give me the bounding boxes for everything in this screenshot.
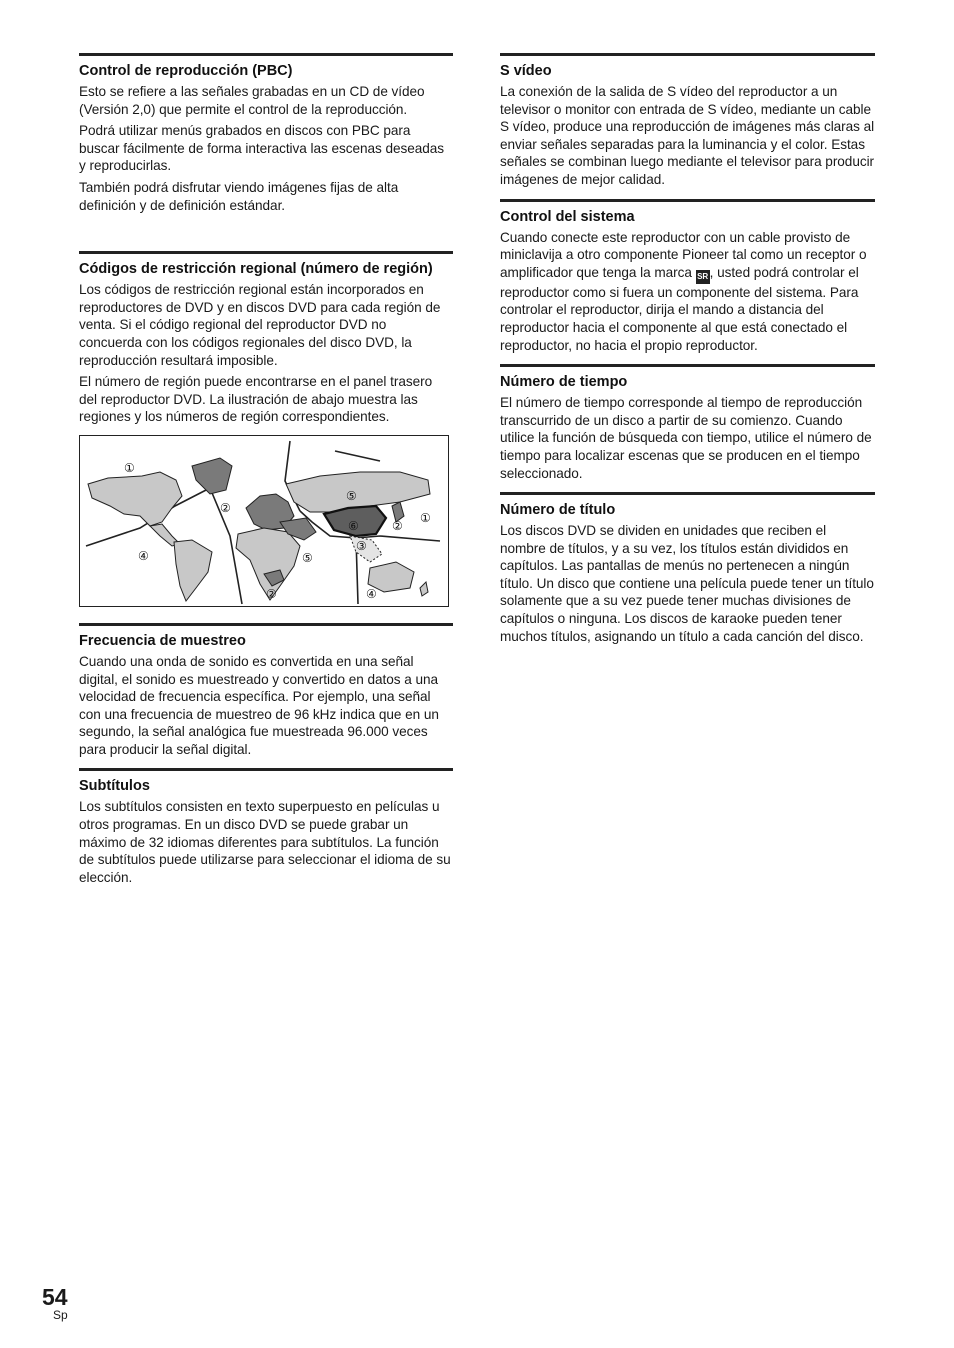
region-label-6-china: ⑥ <box>348 518 359 533</box>
page-language: Sp <box>53 1308 68 1322</box>
paragraph: Esto se refiere a las señales grabadas en un CD de vídeo (Versión 2,0) que permite el control de la reproducción. <box>79 84 425 117</box>
paragraph: También podrá disfrutar viendo imágenes fijas de alta definición y de definición estándar. <box>79 179 399 213</box>
section-title: S vídeo <box>500 63 552 79</box>
region-label-2-europe: ② <box>220 500 231 515</box>
region-map <box>79 435 449 607</box>
left-column <box>79 53 453 890</box>
sr-mark-icon: SR <box>696 270 710 284</box>
map-new-zealand <box>420 582 428 596</box>
section-title: Subtítulos <box>79 778 150 795</box>
right-column <box>500 53 875 649</box>
paragraph: El número de tiempo corresponde al tiempo de reproducción transcurrido de un disco a partir de su comienzo. Cuando utilice la función de búsqueda con tiempo, utilice el número de tiempo para localizar escenas que se producen en el tiempo seleccionado. <box>500 395 872 481</box>
region-label-2-south-africa: ② <box>266 586 277 601</box>
region-label-5-africa: ⑤ <box>302 550 313 565</box>
map-greenland <box>192 458 232 494</box>
section-title: Frecuencia de muestreo <box>79 632 246 649</box>
region-label-1-east: ① <box>420 510 431 525</box>
region-label-2-japan: ② <box>392 518 403 533</box>
map-north-america <box>88 472 182 526</box>
region-label-4-south-america: ④ <box>138 548 149 563</box>
section-title: Número de tiempo <box>500 374 628 391</box>
section-system-control <box>500 199 875 355</box>
section-title: Códigos de restricción regional (número de región) <box>79 261 433 278</box>
section-sampling-frequency <box>79 623 453 759</box>
paragraph: La conexión de la salida de S vídeo del reproductor a un televisor o monitor con entrada de S vídeo, mediante un cable S vídeo, produce una reproducción de imágenes más claras al enviar señales separadas para la luminancia y el color. Estas señales se combinan luego mediante el televisor para producir imágenes de mejor calidad. <box>500 84 875 187</box>
paragraph: Los subtítulos consisten en texto superpuesto en películas u otros programas. En un disco DVD se puede grabar un máximo de 32 idiomas diferentes para subtítulos. La función de subtítulos puede utilizarse para seleccionar el idioma de su elección. <box>79 799 451 885</box>
region-label-5-asia: ⑤ <box>346 488 357 503</box>
section-subtitles <box>79 768 453 886</box>
section-pbc <box>79 53 453 214</box>
section-title: Número de título <box>500 502 616 519</box>
section-title-number <box>500 492 875 645</box>
page-number: 54 <box>42 1284 68 1310</box>
paragraph-part: , usted podrá controlar el reproductor como si fuera un componente del sistema. Para controlar el reproductor, dirija el mando a distancia del reproductor hacia el componente al que está conectado el reproductor, no hacia el propio reproductor. <box>500 264 859 353</box>
region-label-4-oceania: ④ <box>366 586 377 601</box>
region-label-1-north-america: ① <box>124 460 135 475</box>
paragraph: Los códigos de restricción regional están incorporados en reproductores de DVD y en discos DVD para cada región de venta. Si el código regional del reproductor DVD no concuerda con los códigos regionales del disco DVD, la reproducción resultará imposible. <box>79 282 441 368</box>
paragraph: El número de región puede encontrarse en el panel trasero del reproductor DVD. La ilustración de abajo muestra las regiones y los números de región correspondientes. <box>79 374 433 425</box>
map-russia <box>286 472 430 512</box>
section-title: Control del sistema <box>500 208 635 225</box>
paragraph <box>500 229 875 355</box>
paragraph: Cuando una onda de sonido es convertida en una señal digital, el sonido es muestreado y convertido en datos a una velocidad de frecuencia específica. Por ejemplo, una señal con una frecuencia de muestreo de 96 kHz indica que en un segundo, la señal analógica fue muestreada 96.000 veces para producir la señal digital. <box>79 653 439 757</box>
paragraph-part: Cuando conecte este reproductor con un cable provisto de miniclavija a otro componente Pioneer tal como un receptor o amplificador que tenga la marca <box>500 229 867 280</box>
region-label-3-southeast-asia: ③ <box>356 538 367 553</box>
map-south-america <box>174 540 212 601</box>
paragraph: Los discos DVD se dividen en unidades que reciben el nombre de títulos, y a su vez, los títulos están divididos en capítulos. Las pantallas de menús no pertenecen a ningún título. Un disco que contiene una película puede tener un título solamente que a su vez puede tener muchas divisiones de capítulos o ninguna. Los discos de karaoke pueden tener muchos títulos, asignando un título a cada canción del disco. <box>500 523 874 644</box>
paragraph: Podrá utilizar menús grabados en discos con PBC para buscar fácilmente de forma interactiva las escenas deseadas y reproducirlas. <box>79 123 445 174</box>
section-title: Control de reproducción (PBC) <box>79 63 293 79</box>
section-time-number <box>500 364 875 482</box>
section-region-codes <box>79 251 453 607</box>
section-s-video <box>500 53 875 189</box>
